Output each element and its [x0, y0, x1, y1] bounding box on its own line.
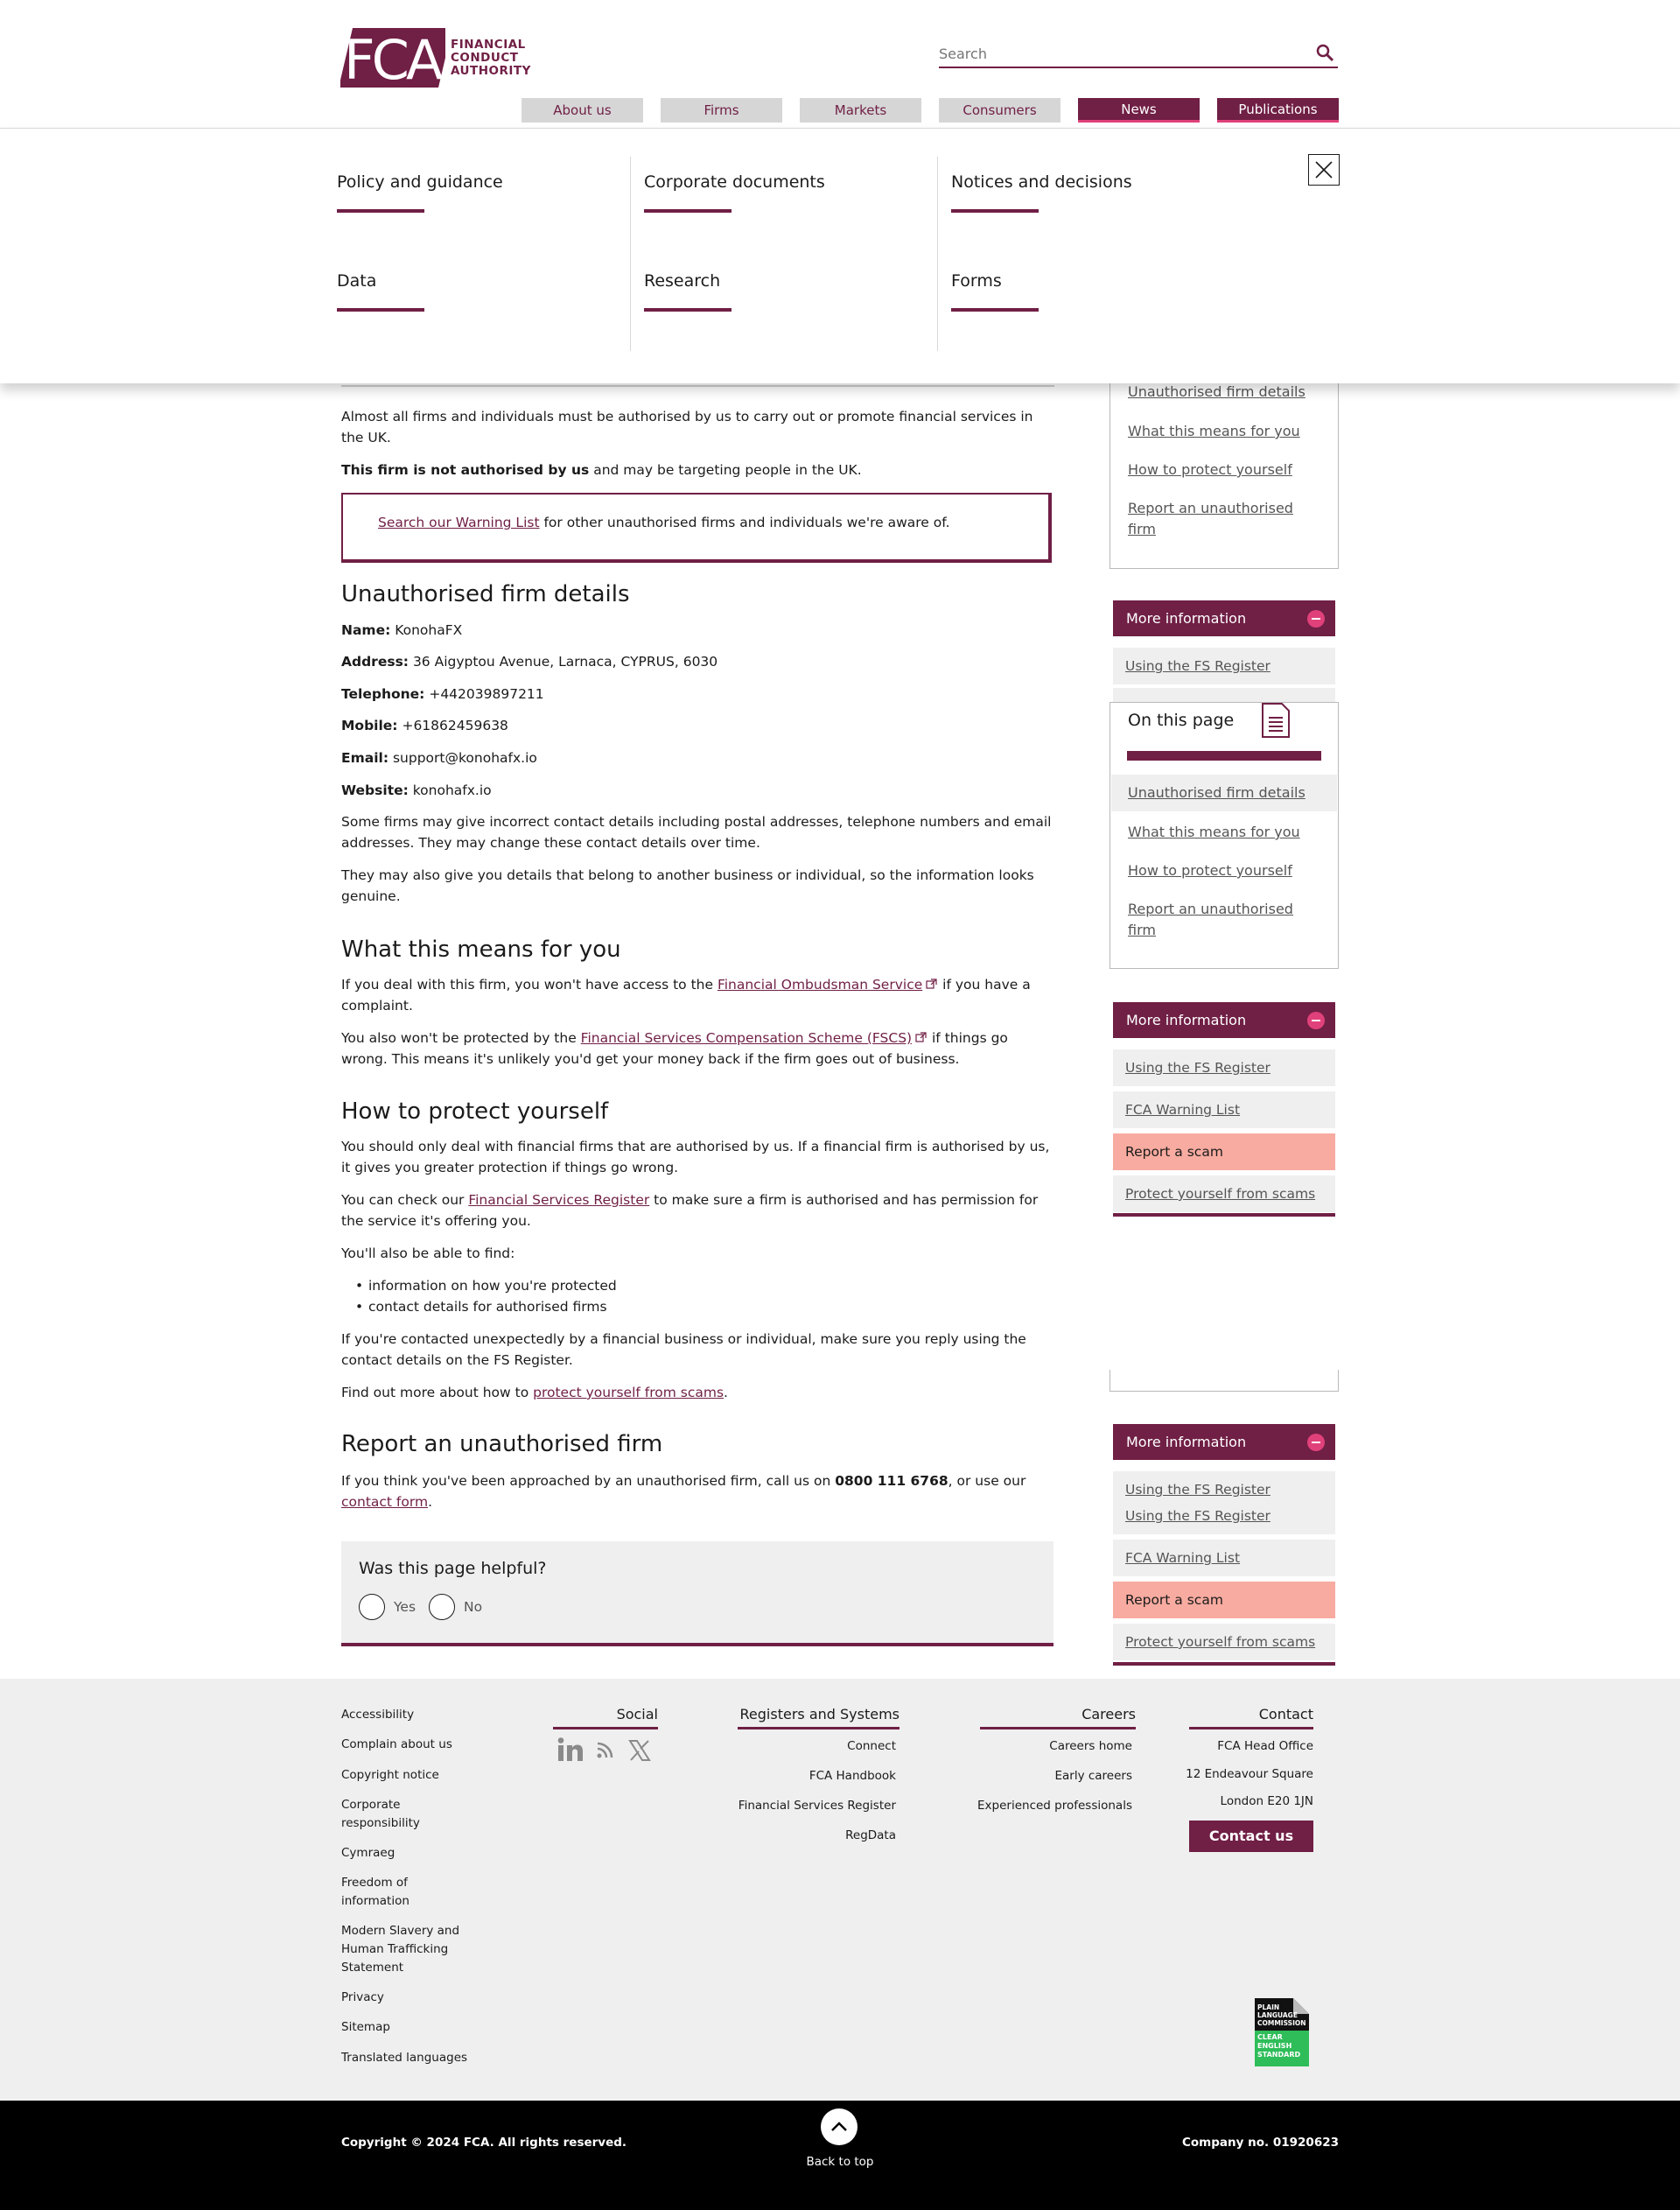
back-to-top-label[interactable]: Back to top: [806, 2155, 874, 2169]
detail-mobile: Mobile: +61862459638: [341, 718, 508, 733]
close-icon: [1309, 155, 1339, 185]
footer-link-accessibility[interactable]: Accessibility: [341, 1708, 415, 1722]
fs-register-link[interactable]: Financial Services Register: [468, 1192, 650, 1208]
footer-link-sitemap[interactable]: Sitemap: [341, 2020, 390, 2034]
footer-link-corporate-responsibility[interactable]: Corporate responsibility: [341, 1798, 420, 1830]
menu-underline: [644, 209, 732, 213]
menu-underline: [337, 209, 424, 213]
protect-from-scams-link[interactable]: protect yourself from scams: [533, 1385, 724, 1400]
menu-underline: [951, 308, 1039, 312]
badge-text: PLAIN LANGUAGE COMMISSION: [1257, 2003, 1306, 2027]
ombudsman-link[interactable]: Financial Ombudsman Service: [717, 977, 923, 993]
toc-link-unauthorised-firm-details[interactable]: Unauthorised firm details: [1128, 784, 1306, 801]
report-paragraph: If you think you've been approached by an unauthorised firm, call us on 0800 111 6768, or use our contact form.: [341, 1473, 1026, 1510]
more-info-warning-list[interactable]: FCA Warning List: [1113, 1540, 1335, 1576]
feedback-question: Was this page helpful?: [359, 1559, 547, 1578]
toc-link-how-to-protect[interactable]: How to protect yourself: [1128, 461, 1292, 478]
protect-paragraph-1: You should only deal with financial firms that are authorised by us. If a financial firm is authorised by us, it gives you greater protection if things go wrong.: [341, 1139, 1050, 1175]
more-information-header[interactable]: More information: [1113, 600, 1335, 636]
more-info-warning-list[interactable]: FCA Warning List: [1113, 1091, 1335, 1128]
back-to-top-button[interactable]: [821, 2108, 858, 2145]
footer-link-careers-home[interactable]: Careers home: [1049, 1739, 1132, 1753]
protect-paragraph-5: Find out more about how to protect yourself from scams.: [341, 1385, 728, 1400]
badge-text: CLEAR ENGLISH STANDARD: [1257, 2033, 1301, 2059]
footer-link-privacy[interactable]: Privacy: [341, 1990, 384, 2004]
detail-email: Email: support@konohafx.io: [341, 750, 537, 766]
collapse-icon[interactable]: [1307, 1012, 1325, 1029]
publications-mega-menu: [0, 128, 1680, 383]
menu-policy-and-guidance[interactable]: Policy and guidance: [337, 172, 503, 192]
warning-list-callout: [341, 493, 1052, 563]
heading-how-to-protect: How to protect yourself: [341, 1098, 609, 1125]
more-info-protect-from-scams[interactable]: Protect yourself from scams: [1113, 1175, 1335, 1212]
heading-report-unauthorised-firm: Report an unauthorised firm: [341, 1431, 663, 1457]
x-twitter-icon[interactable]: [628, 1739, 651, 1762]
menu-data[interactable]: Data: [337, 271, 377, 291]
bullet-icon: •: [355, 1278, 364, 1294]
footer-social-title: Social: [616, 1706, 658, 1722]
footer-link-modern-slavery[interactable]: Modern Slavery and Human Trafficking Statement: [341, 1924, 460, 1975]
more-info-fs-register[interactable]: Using the FS Register: [1113, 648, 1335, 684]
sidebar-box-fragment: [1110, 1370, 1339, 1392]
footer-title-bar: [553, 1727, 658, 1729]
search-bar: [939, 39, 1338, 68]
footer-careers-title: Careers: [1082, 1706, 1136, 1722]
logo-wordmark: FINANCIAL CONDUCT AUTHORITY: [451, 38, 531, 78]
no-radio[interactable]: [429, 1594, 455, 1620]
footer-registers-title: Registers and Systems: [739, 1706, 900, 1722]
site-header: [0, 0, 1680, 128]
collapse-icon[interactable]: [1307, 1434, 1325, 1451]
more-info-overlap: [1113, 688, 1335, 702]
intro-paragraph: Almost all firms and individuals must be authorised by us to carry out or promote financial services in the UK.: [341, 409, 1033, 446]
toc-link-report[interactable]: Report an unauthorised firm: [1128, 901, 1293, 938]
toc-link-unauthorised-firm-details[interactable]: Unauthorised firm details: [1128, 383, 1306, 400]
search-input[interactable]: [939, 44, 1289, 63]
menu-underline: [644, 308, 732, 312]
contact-form-link[interactable]: contact form: [341, 1494, 429, 1510]
rss-icon[interactable]: [596, 1742, 613, 1759]
footer-link-handbook[interactable]: FCA Handbook: [808, 1769, 896, 1783]
menu-underline: [337, 308, 424, 312]
on-this-page-title: On this page: [1128, 711, 1235, 730]
footer-title-bar: [1189, 1727, 1313, 1729]
company-number: Company no. 01920623: [1182, 2136, 1339, 2150]
detail-website: Website: konohafx.io: [341, 782, 492, 798]
toc-link-report[interactable]: Report an unauthorised firm: [1128, 500, 1293, 537]
footer-title-bar: [738, 1727, 900, 1729]
toc-link-how-to-protect[interactable]: How to protect yourself: [1128, 862, 1292, 879]
protect-paragraph-2: You can check our Financial Services Register to make sure a firm is authorised and has permission for the service it's offering you.: [341, 1192, 1039, 1229]
nav-about-us[interactable]: About us: [522, 98, 643, 123]
menu-corporate-documents[interactable]: Corporate documents: [644, 172, 825, 192]
nav-firms[interactable]: Firms: [661, 98, 782, 123]
bullet-icon: •: [355, 1299, 364, 1315]
heading-what-this-means: What this means for you: [341, 937, 621, 963]
footer-link-fs-register[interactable]: Financial Services Register: [738, 1799, 896, 1813]
svg-text:FCA: FCA: [344, 28, 440, 88]
fscs-paragraph: You also won't be protected by the Financial Services Compensation Scheme (FSCS) if things go wrong. This means it's unlikely you'd get your money back if the firm goes out of business.: [341, 1030, 1008, 1067]
footer-link-regdata[interactable]: RegData: [845, 1828, 896, 1842]
linkedin-icon[interactable]: [557, 1737, 584, 1762]
more-info-fs-register[interactable]: Using the FS Register: [1125, 1508, 1270, 1524]
on-this-page-underline: [1127, 751, 1321, 761]
detail-telephone: Telephone: +442039897211: [341, 686, 544, 702]
nav-publications[interactable]: Publications: [1217, 98, 1339, 123]
search-icon[interactable]: [1315, 43, 1334, 62]
more-info-protect-from-scams[interactable]: Protect yourself from scams: [1113, 1624, 1335, 1660]
not-authorised-statement: This firm is not authorised by us and may be targeting people in the UK.: [341, 462, 862, 478]
list-item: contact details for authorised firms: [368, 1299, 607, 1315]
footer-title-bar: [980, 1727, 1136, 1729]
feedback-panel: [341, 1541, 1054, 1646]
more-info-bottom-bar: [1113, 1662, 1335, 1666]
genuine-note: They may also give you details that belong to another business or individual, so the information looks genuine.: [341, 867, 1034, 904]
more-info-bottom-bar: [1113, 1213, 1335, 1217]
document-icon: [1261, 702, 1291, 739]
footer-link-foi[interactable]: Freedom of information: [341, 1876, 410, 1908]
content-divider: [341, 385, 1054, 387]
footer-link-copyright[interactable]: Copyright notice: [341, 1768, 439, 1782]
collapse-icon[interactable]: [1307, 610, 1325, 628]
footer-link-early-careers[interactable]: Early careers: [1054, 1769, 1132, 1783]
footer-address-line: 12 Endeavour Square: [1186, 1767, 1313, 1781]
more-info-report-scam[interactable]: Report a scam: [1113, 1133, 1335, 1170]
menu-research[interactable]: Research: [644, 271, 721, 291]
menu-divider: [937, 157, 938, 351]
detail-name: Name: KonohaFX: [341, 622, 463, 638]
footer-address-line: London E20 1JN: [1220, 1794, 1313, 1808]
toc-link-what-this-means[interactable]: What this means for you: [1128, 423, 1300, 439]
copyright-bar: [0, 2101, 1680, 2210]
footer-address-line: FCA Head Office: [1217, 1739, 1313, 1753]
detail-address: Address: 36 Aigyptou Avenue, Larnaca, CYPRUS, 6030: [341, 654, 718, 670]
list-item: information on how you're protected: [368, 1278, 617, 1294]
contact-us-button[interactable]: Contact us: [1189, 1821, 1313, 1852]
menu-notices-and-decisions[interactable]: Notices and decisions: [951, 172, 1132, 192]
contact-details-note: Some firms may give incorrect contact details including postal addresses, telephone numbers and email addresses. They may change these contact details over time.: [341, 814, 1052, 851]
protect-paragraph-3: You'll also be able to find:: [341, 1245, 515, 1261]
plain-english-badge: [1255, 1998, 1309, 2066]
site-footer: [0, 1679, 1680, 2101]
warning-callout-text: Search our Warning List for other unauthorised firms and individuals we're aware of.: [378, 515, 950, 530]
protect-paragraph-4: If you're contacted unexpectedly by a financial business or individual, make sure you reply using the contact details on the FS Register.: [341, 1331, 1026, 1368]
warning-list-link[interactable]: Search our Warning List: [378, 515, 540, 530]
footer-link-experienced[interactable]: Experienced professionals: [977, 1799, 1132, 1813]
menu-underline: [951, 209, 1039, 213]
heading-unauthorised-firm-details: Unauthorised firm details: [341, 581, 630, 607]
more-information-header[interactable]: More information: [1113, 1424, 1335, 1460]
toc-link-what-this-means[interactable]: What this means for you: [1128, 824, 1300, 840]
external-link-icon: [915, 1032, 928, 1042]
footer-link-cymraeg[interactable]: Cymraeg: [341, 1846, 396, 1860]
no-label: No: [464, 1599, 483, 1615]
nav-news[interactable]: News: [1078, 98, 1200, 123]
footer-link-complain[interactable]: Complain about us: [341, 1737, 452, 1751]
menu-forms[interactable]: Forms: [951, 271, 1002, 291]
footer-link-connect[interactable]: Connect: [847, 1739, 896, 1753]
menu-divider: [630, 157, 631, 351]
footer-link-translated-languages[interactable]: Translated languages: [341, 2051, 468, 2065]
nav-consumers[interactable]: Consumers: [939, 98, 1060, 123]
more-information-header[interactable]: More information: [1113, 1002, 1335, 1038]
more-info-report-scam[interactable]: Report a scam: [1113, 1582, 1335, 1618]
close-menu-button[interactable]: [1308, 154, 1340, 186]
more-info-fs-register[interactable]: Using the FS Register: [1113, 1049, 1335, 1086]
footer-contact-title: Contact: [1258, 1706, 1313, 1722]
yes-label: Yes: [394, 1599, 416, 1615]
fca-logo-icon[interactable]: [340, 28, 445, 88]
nav-markets[interactable]: Markets: [800, 98, 921, 123]
chevron-up-icon: [821, 2108, 858, 2145]
copyright-text: Copyright © 2024 FCA. All rights reserved.: [341, 2136, 627, 2150]
external-link-icon: [926, 979, 938, 989]
more-info-fs-register[interactable]: Using the FS Register: [1125, 1482, 1270, 1498]
yes-radio[interactable]: [359, 1594, 385, 1620]
fscs-link[interactable]: Financial Services Compensation Scheme (FSCS): [580, 1030, 913, 1046]
ombudsman-paragraph: If you deal with this firm, you won't have access to the Financial Ombudsman Service if you have a complaint.: [341, 977, 1031, 1014]
